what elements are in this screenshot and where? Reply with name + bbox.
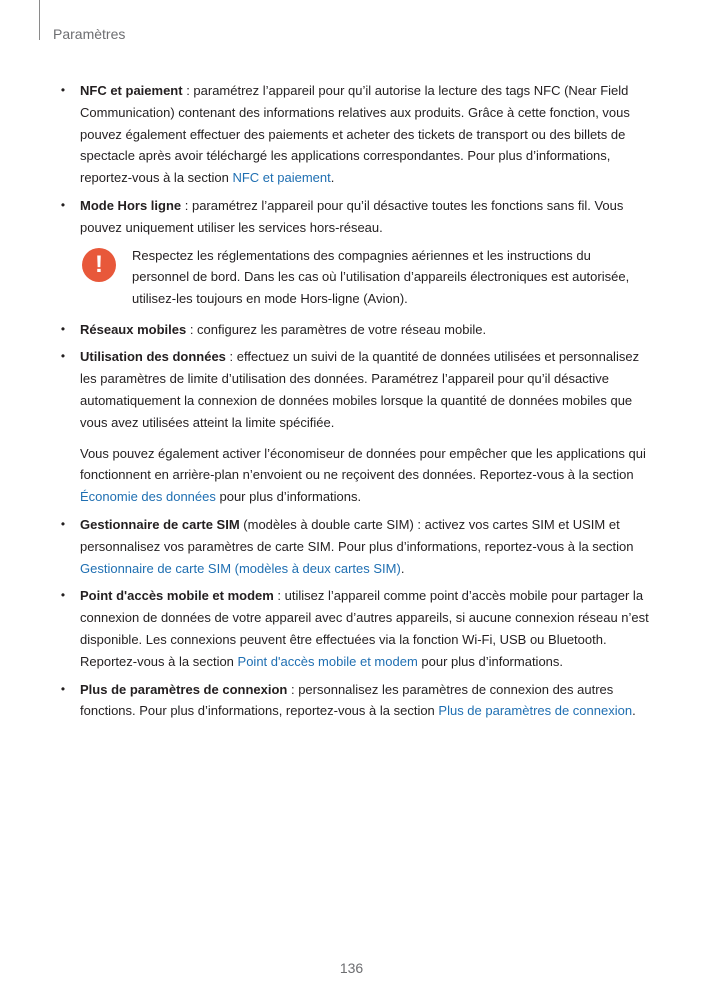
item-term: Réseaux mobiles <box>80 321 187 337</box>
list-item-nfc <box>58 80 650 189</box>
item-text-end: . <box>400 560 405 576</box>
bullet-icon: • <box>60 83 66 97</box>
paragraph-extra <box>80 443 650 508</box>
list-item-data-usage <box>58 346 650 508</box>
paragraph <box>80 195 650 239</box>
section-link-hotspot[interactable]: Point d'accès mobile et modem <box>237 653 418 669</box>
page-content <box>58 80 650 728</box>
section-link-data-saver[interactable]: Économie des données <box>80 489 216 505</box>
paragraph <box>80 679 650 723</box>
item-text: : utilisez l’appareil comme point d’accès mobile pour partager la connexion de données de votre appareil avec d’autres appareils, si aucune connexion réseau n’est disponible. Les connexions peuvent être effectuées via la fonction Wi-Fi, USB ou Bluetooth. Reportez-vous à la section <box>80 588 649 669</box>
bullet-icon: • <box>60 681 66 696</box>
item-text: (modèles à double carte SIM) : activez vos cartes SIM et USIM et personnalisez vos paramètres de carte SIM. Pour plus d’informations, reportez-vous à la section <box>80 516 634 554</box>
section-link-more-connection[interactable]: Plus de paramètres de connexion <box>438 703 633 719</box>
page-number: 136 <box>339 960 364 976</box>
paragraph <box>80 585 650 672</box>
list-item-offline-mode <box>58 195 650 239</box>
item-term: Gestionnaire de carte SIM <box>80 516 240 532</box>
item-text: : paramétrez l’appareil pour qu’il autorise la lecture des tags NFC (Near Field Communication) contenant des informations relatives aux produits. Grâce à cette fonction, vous pouvez également effectuer des paiements et acheter des tickets de transport ou des billets de spectacle après avoir téléchargé les applications correspondantes. Pour plus d’informations, reportez-vous à la section <box>80 83 630 186</box>
item-term: Mode Hors ligne <box>80 197 182 213</box>
item-text-end: pour plus d’informations. <box>215 489 362 505</box>
header-rule <box>39 0 40 40</box>
list-item-more-connection-settings <box>58 679 650 723</box>
item-text-end: pour plus d’informations. <box>417 653 564 669</box>
item-text: Vous pouvez également activer l’économiseur de données pour empêcher que les applications qui fonctionnent en arrière-plan n’envoient ou ne reçoivent des données. Reportez-vous à la section <box>80 445 646 483</box>
bullet-icon: • <box>60 321 66 336</box>
item-text: : configurez les paramètres de votre réseau mobile. <box>186 321 487 337</box>
item-term: Plus de paramètres de connexion <box>80 681 288 697</box>
item-text: : paramétrez l’appareil pour qu’il désactive toutes les fonctions sans fil. Vous pouvez uniquement utiliser les services hors-réseau. <box>80 197 624 235</box>
list-item-hotspot <box>58 585 650 672</box>
paragraph <box>80 80 650 189</box>
warning-icon: ! <box>82 248 116 282</box>
bullet-icon: • <box>60 197 66 212</box>
notice-text: Respectez les réglementations des compagnies aériennes et les instructions du personnel de bord. Dans les cas où l’utilisation d’appareils électroniques est autorisée, utilisez-les toujours en mode Hors-ligne (Avion). <box>132 247 630 307</box>
list-item-sim-manager <box>58 514 650 579</box>
running-header: Paramètres <box>53 26 126 42</box>
paragraph <box>80 346 650 433</box>
bullet-icon: • <box>60 588 66 603</box>
section-link-sim-manager[interactable]: Gestionnaire de carte SIM (modèles à deux cartes SIM) <box>80 560 401 576</box>
item-text: : personnalisez les paramètres de connexion des autres fonctions. Pour plus d’informations, reportez-vous à la section <box>80 681 614 719</box>
bullet-icon: • <box>60 349 66 364</box>
item-term: NFC et paiement <box>80 83 183 98</box>
list-item-mobile-networks <box>58 319 650 341</box>
paragraph <box>80 319 650 341</box>
item-term: Point d'accès mobile et modem <box>80 588 274 604</box>
item-text-end: . <box>632 703 636 719</box>
section-link-nfc[interactable]: NFC et paiement <box>232 170 331 186</box>
item-text-end: . <box>330 170 335 186</box>
caution-notice <box>80 245 650 311</box>
item-text: : effectuez un suivi de la quantité de données utilisées et personnalisez les paramètres de limite d’utilisation des données. Paramétrez l’appareil pour qu’il désactive automatiquement la connexion de données mobiles lorsque la quantité de données mobiles que vous avez utilisées atteint la limite spécifiée. <box>80 349 640 430</box>
item-term: Utilisation des données <box>80 349 226 365</box>
paragraph <box>80 514 650 579</box>
bullet-icon: • <box>60 516 66 531</box>
